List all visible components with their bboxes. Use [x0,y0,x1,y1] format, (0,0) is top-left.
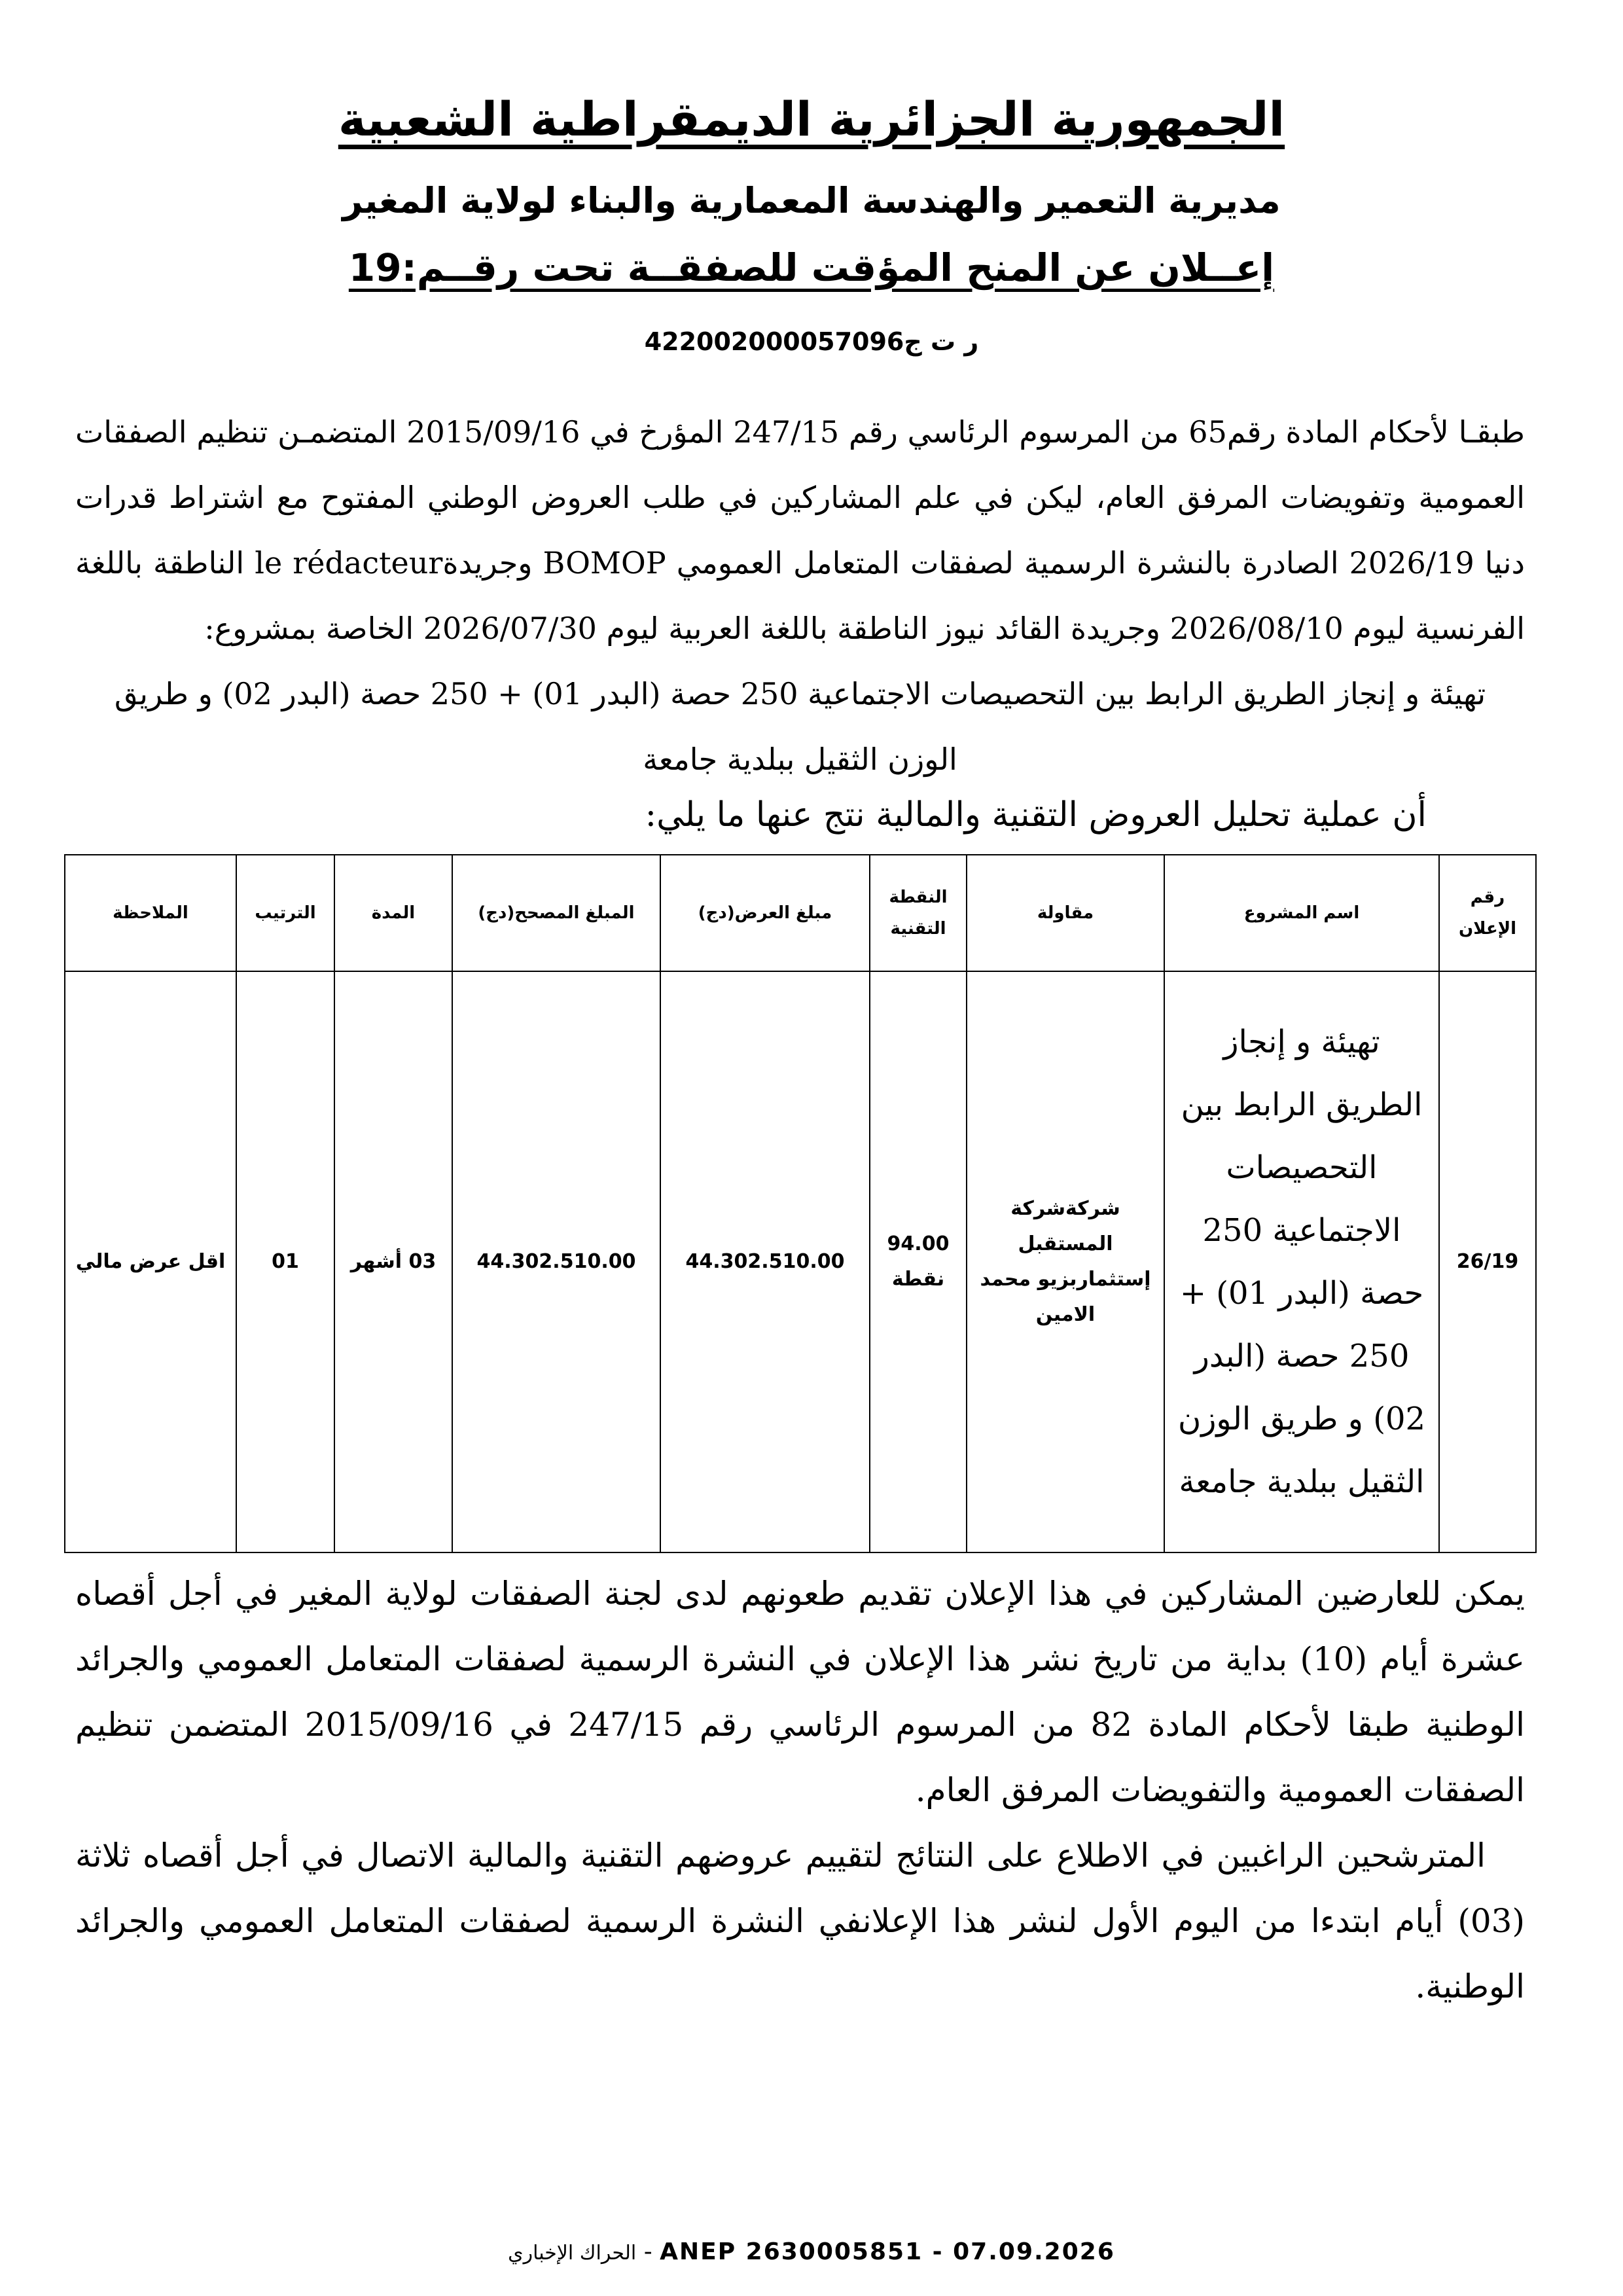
footer-separator: - [636,2238,660,2265]
cell-project: تهيئة و إنجاز الطريق الرابط بين التحصيصات الاجتماعية 250 حصة (البدر 01) + 250 حصة (البدر 02) و طريق الوزن الثقيل ببلدية جامعة [1164,971,1439,1552]
header-number: رقم الإعلان [1439,855,1536,971]
intro-project: تهيئة و إنجاز الطريق الرابط بين التحصيصات الاجتماعية 250 حصة (البدر 01) + 250 حصة (البدر 02) و طريق الوزن الثقيل ببلدية جامعة [114,676,1486,777]
results-table [64,854,1537,1553]
header-corrected: المبلغ المصحح(دج) [452,855,660,971]
republic-title: الجمهورية الجزائرية الديمقراطية الشعبية [338,92,1285,147]
cell-rank: 01 [236,971,334,1552]
cell-duration: 03 أشهر [334,971,452,1552]
result-line: أن عملية تحليل العروض التقنية والمالية نتج عنها ما يلي: [645,795,1427,834]
header-company: مقاولة [967,855,1164,971]
directorate-title: مديرية التعمير والهندسة المعمارية والبناء لولاية المغير [342,180,1281,221]
cell-company: شركةشركة المستقبل إستثماربزيو محمد الامين [967,971,1164,1552]
header-offer: مبلغ العرض(دج) [660,855,870,971]
closing-paragraph-1: يمكن للعارضين المشاركين في هذا الإعلان تقديم طعونهم لدى لجنة الصفقات لولاية المغير في أجل أقصاه عشرة أيام (10) بداية من تاريخ نشر هذا الإعلان في النشرة الرسمية لصفقات المتعامل العمومي والجرائد الوطنية طبقا لأحكام المادة 82 من المرسوم الرئاسي رقم 247/15 في 2015/09/16 المتضمن تنظيم الصفقات العمومية والتفويضات المرفق العام. [75,1575,1525,1809]
footer [458,2238,1165,2271]
cell-offer: 44.302.510.00 [660,971,870,1552]
closing-paragraph-2: المترشحين الراغبين في الاطلاع على النتائج لتقييم عروضهم التقنية والمالية الاتصال في أجل أقصاه ثلاثة (03) أيام ابتدءا من اليوم الأول لنشر هذا الإعلانفي النشرة الرسمية لصفقات المتعامل العمومي والجرائد الوطنية. [75,1837,1525,2005]
intro-paragraph: طبقـا لأحكام المادة رقم65 من المرسوم الرئاسي رقم 247/15 المؤرخ في 2015/09/16 المتضمـن تنظيم الصفقات العمومية وتفويضات المرفق العام، ليكن في علم المشاركين في طلب العروض الوطني المفتوح مع اشتراط قدرات دنيا 2026/19 الصادرة بالنشرة الرسمية لصفقات المتعامل العمومي BOMOP وجريدةle rédacteur الناطقة باللغة الفرنسية ليوم 2026/08/10 وجريدة القائد نيوز الناطقة باللغة العربية ليوم 2026/07/30 الخاصة بمشروع: [75,414,1525,646]
cell-score: 94.00 نقطة [870,971,967,1552]
footer-code: ANEP 2630005851 - 07.09.2026 [660,2238,1115,2265]
header-score: النقطة التقنية [870,855,967,971]
reference-number: ر ت ج422002000057096 [644,327,979,356]
header-rank: الترتيب [236,855,334,971]
table-header-row [65,855,1536,971]
intro-block [75,399,1525,792]
announcement-title: إعــلان عن المنح المؤقت للصفقــة تحت رقــم:19 [348,245,1275,290]
table-row [65,971,1536,1552]
footer-newspaper: الحراك الإخباري [508,2242,637,2265]
header-duration: المدة [334,855,452,971]
cell-number: 26/19 [1439,971,1536,1552]
header-project: اسم المشروع [1164,855,1439,971]
closing-block [75,1561,1525,2019]
cell-corrected: 44.302.510.00 [452,971,660,1552]
cell-note: اقل عرض مالي [65,971,236,1552]
header-note: الملاحظة [65,855,236,971]
